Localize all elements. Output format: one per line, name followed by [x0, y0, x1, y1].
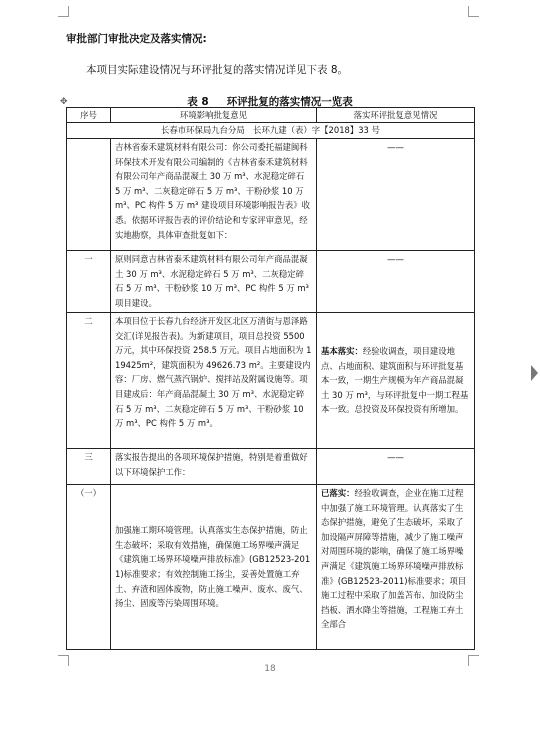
row-status: —— — [317, 251, 475, 313]
row-no — [67, 139, 111, 251]
row-status: —— — [317, 449, 475, 485]
row-status: 经验收调查，项目建设地点、占地面积、建筑面积与环评批复基本一致，一期生产规模为年产商品混凝土 30 万 m³，与环评批复中一期工程基本一致。总投资及环保投资有所增加。 — [321, 346, 469, 415]
approval-org-row — [67, 123, 475, 139]
row-opinion: 吉林省泰禾建筑材料有限公司：你公司委托福建闽科环保技术开发有限公司编制的《吉林省泰禾建筑材料有限公司年产商品混凝土 30 万 m³、水泥稳定碎石 5 万 m³、二灰稳定碎石 5 万 m³、干粉砂浆 10 万 m³、PC 构件 5 万 m³ 建设项目环境影响报告表》收悉。依据环评报告表的评价结论和专家评审意见，经实地勘察，具体审查批复如下： — [111, 139, 317, 251]
row-status-label: 基本落实： — [321, 346, 363, 357]
crop-mark-top-right — [468, 6, 479, 17]
row-status: —— — [317, 139, 475, 251]
section-heading: 审批部门审批决定及落实情况: — [66, 33, 207, 45]
header-status: 落实环评批复意见情况 — [317, 108, 475, 123]
header-no: 序号 — [67, 108, 111, 123]
row-opinion: 本项目位于长春九台经济开发区北区万清街与恩泽路交汇(详见报告表)。为新建项目，项目总投资 5500 万元，其中环保投资 258.5 万元。项目占地面积为 119425m²，建筑面积为 49626.73 m²。主要建设内容：厂房、燃气蒸汽锅炉、搅拌站及附属设施等。项目建成后：年产商品混凝土 30 万 m³、水泥稳定碎石 5 万 m³、二灰稳定碎石 5 万 m³、干粉砂浆 10 万 m³、PC 构件 5 万 m³。 — [111, 313, 317, 449]
row-status-label: 已落实： — [321, 488, 355, 498]
row-opinion: 原则同意吉林省泰禾建筑材料有限公司年产商品混凝土 30 万 m³、水泥稳定碎石 5 万 m³、二灰稳定碎石 5 万 m³、干粉砂浆 10 万 m³、PC 构件 5 万 m³ 项目建设。 — [111, 251, 317, 313]
table-row — [67, 449, 475, 485]
row-no: （一） — [67, 485, 111, 650]
row-opinion: 落实报告提出的各项环境保护措施，特别是着重做好以下环境保护工作： — [111, 449, 317, 485]
header-opinion: 环境影响批复意见 — [111, 108, 317, 123]
table-row — [67, 139, 475, 251]
intro-paragraph: 本项目实际建设情况与环评批复的落实情况详见下表 8。 — [86, 64, 349, 76]
page-number: 18 — [264, 664, 276, 674]
row-no: 二 — [67, 313, 111, 449]
table-row — [67, 313, 475, 449]
row-status-cell — [317, 485, 475, 650]
approval-implementation-table — [66, 107, 475, 650]
row-no: 一 — [67, 251, 111, 313]
table-row — [67, 251, 475, 313]
table-header-row — [67, 108, 475, 123]
approval-org: 长春市环保局九台分局 长环九建（表）字【2018】33 号 — [67, 123, 475, 139]
table-title: 环评批复的落实情况一览表 — [226, 96, 353, 108]
row-status: 经验收调查，企业在施工过程中加强了施工环境管理。认真落实了生态保护措施，避免了生态破坏，采取了加设隔声屏障等措施，减少了施工噪声对周围环境的影响，确保了施工场界噪声满足《建筑施工场界环境噪声排放标准》(GB12523-2011)标准要求；项目施工过程中采取了加盖苫布、加设防尘挡板、洒水降尘等措施，工程施工弃土全部合 — [321, 488, 467, 630]
table-row — [67, 485, 475, 650]
table-move-handle-icon[interactable]: ✥ — [60, 97, 68, 107]
collapse-arrow-icon[interactable] — [531, 365, 538, 381]
row-status-cell — [317, 313, 475, 449]
row-opinion: 加强施工期环境管理。认真落实生态保护措施，防止生态破坏；采取有效措施，确保施工场界噪声满足《建筑施工场界环境噪声排放标准》(GB12523-2011)标准要求；有效控制施工扬尘，妥善处置施工弃土、弃渣和固体废物，防止施工噪声、废水、废气、扬尘、固废等污染周围环境。 — [111, 485, 317, 650]
row-no: 三 — [67, 449, 111, 485]
table-number: 表 8 — [187, 96, 209, 108]
crop-mark-top-left — [58, 6, 69, 17]
